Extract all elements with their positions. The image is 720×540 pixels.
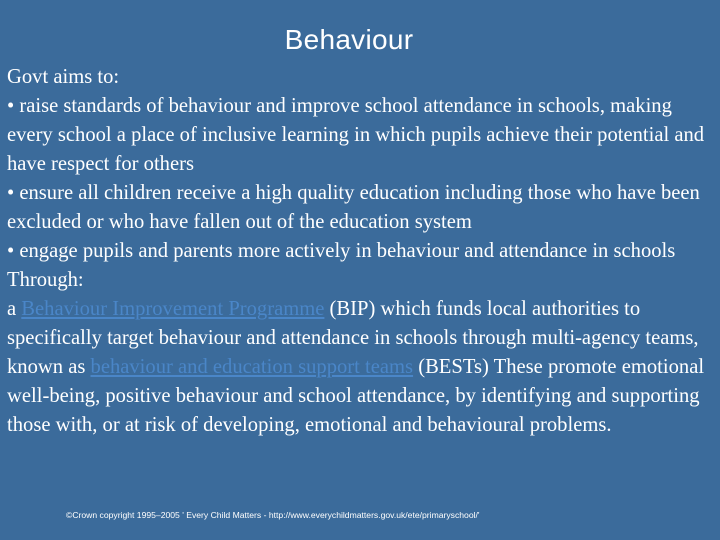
copyright-footer: ©Crown copyright 1995–2005 ' Every Child Matters - http://www.everychildmatters.gov.uk/ete/primaryschool/'	[66, 510, 480, 520]
slide-body	[7, 63, 715, 440]
through-suffix: (BESTs) These promote emotional well-being, positive behaviour and school attendance, by identifying and supporting those with, or at risk of developing, emotional and behavioural problems.	[7, 356, 705, 436]
through-prefix: a	[7, 298, 22, 320]
through-paragraph	[7, 295, 715, 440]
bullet-item-3: • engage pupils and parents more actively in behaviour and attendance in schools	[7, 240, 676, 262]
bip-link[interactable]: Behaviour Improvement Programme	[21, 298, 325, 320]
through-middle: (BIP) which funds local authorities to specifically target behaviour and attendance in schools through multi-agency teams, known as	[7, 298, 699, 378]
through-label: Through:	[7, 269, 84, 291]
slide-title: Behaviour	[284, 24, 414, 55]
best-link[interactable]: behaviour and education support teams	[90, 356, 414, 378]
intro-text: Govt aims to:	[7, 66, 120, 88]
bullet-item-1: • raise standards of behaviour and improve school attendance in schools, making every school a place of inclusive learning in which pupils achieve their potential and have respect for others	[7, 95, 705, 175]
bullet-item-2: • ensure all children receive a high quality education including those who have been excluded or who have fallen out of the education system	[7, 182, 700, 233]
